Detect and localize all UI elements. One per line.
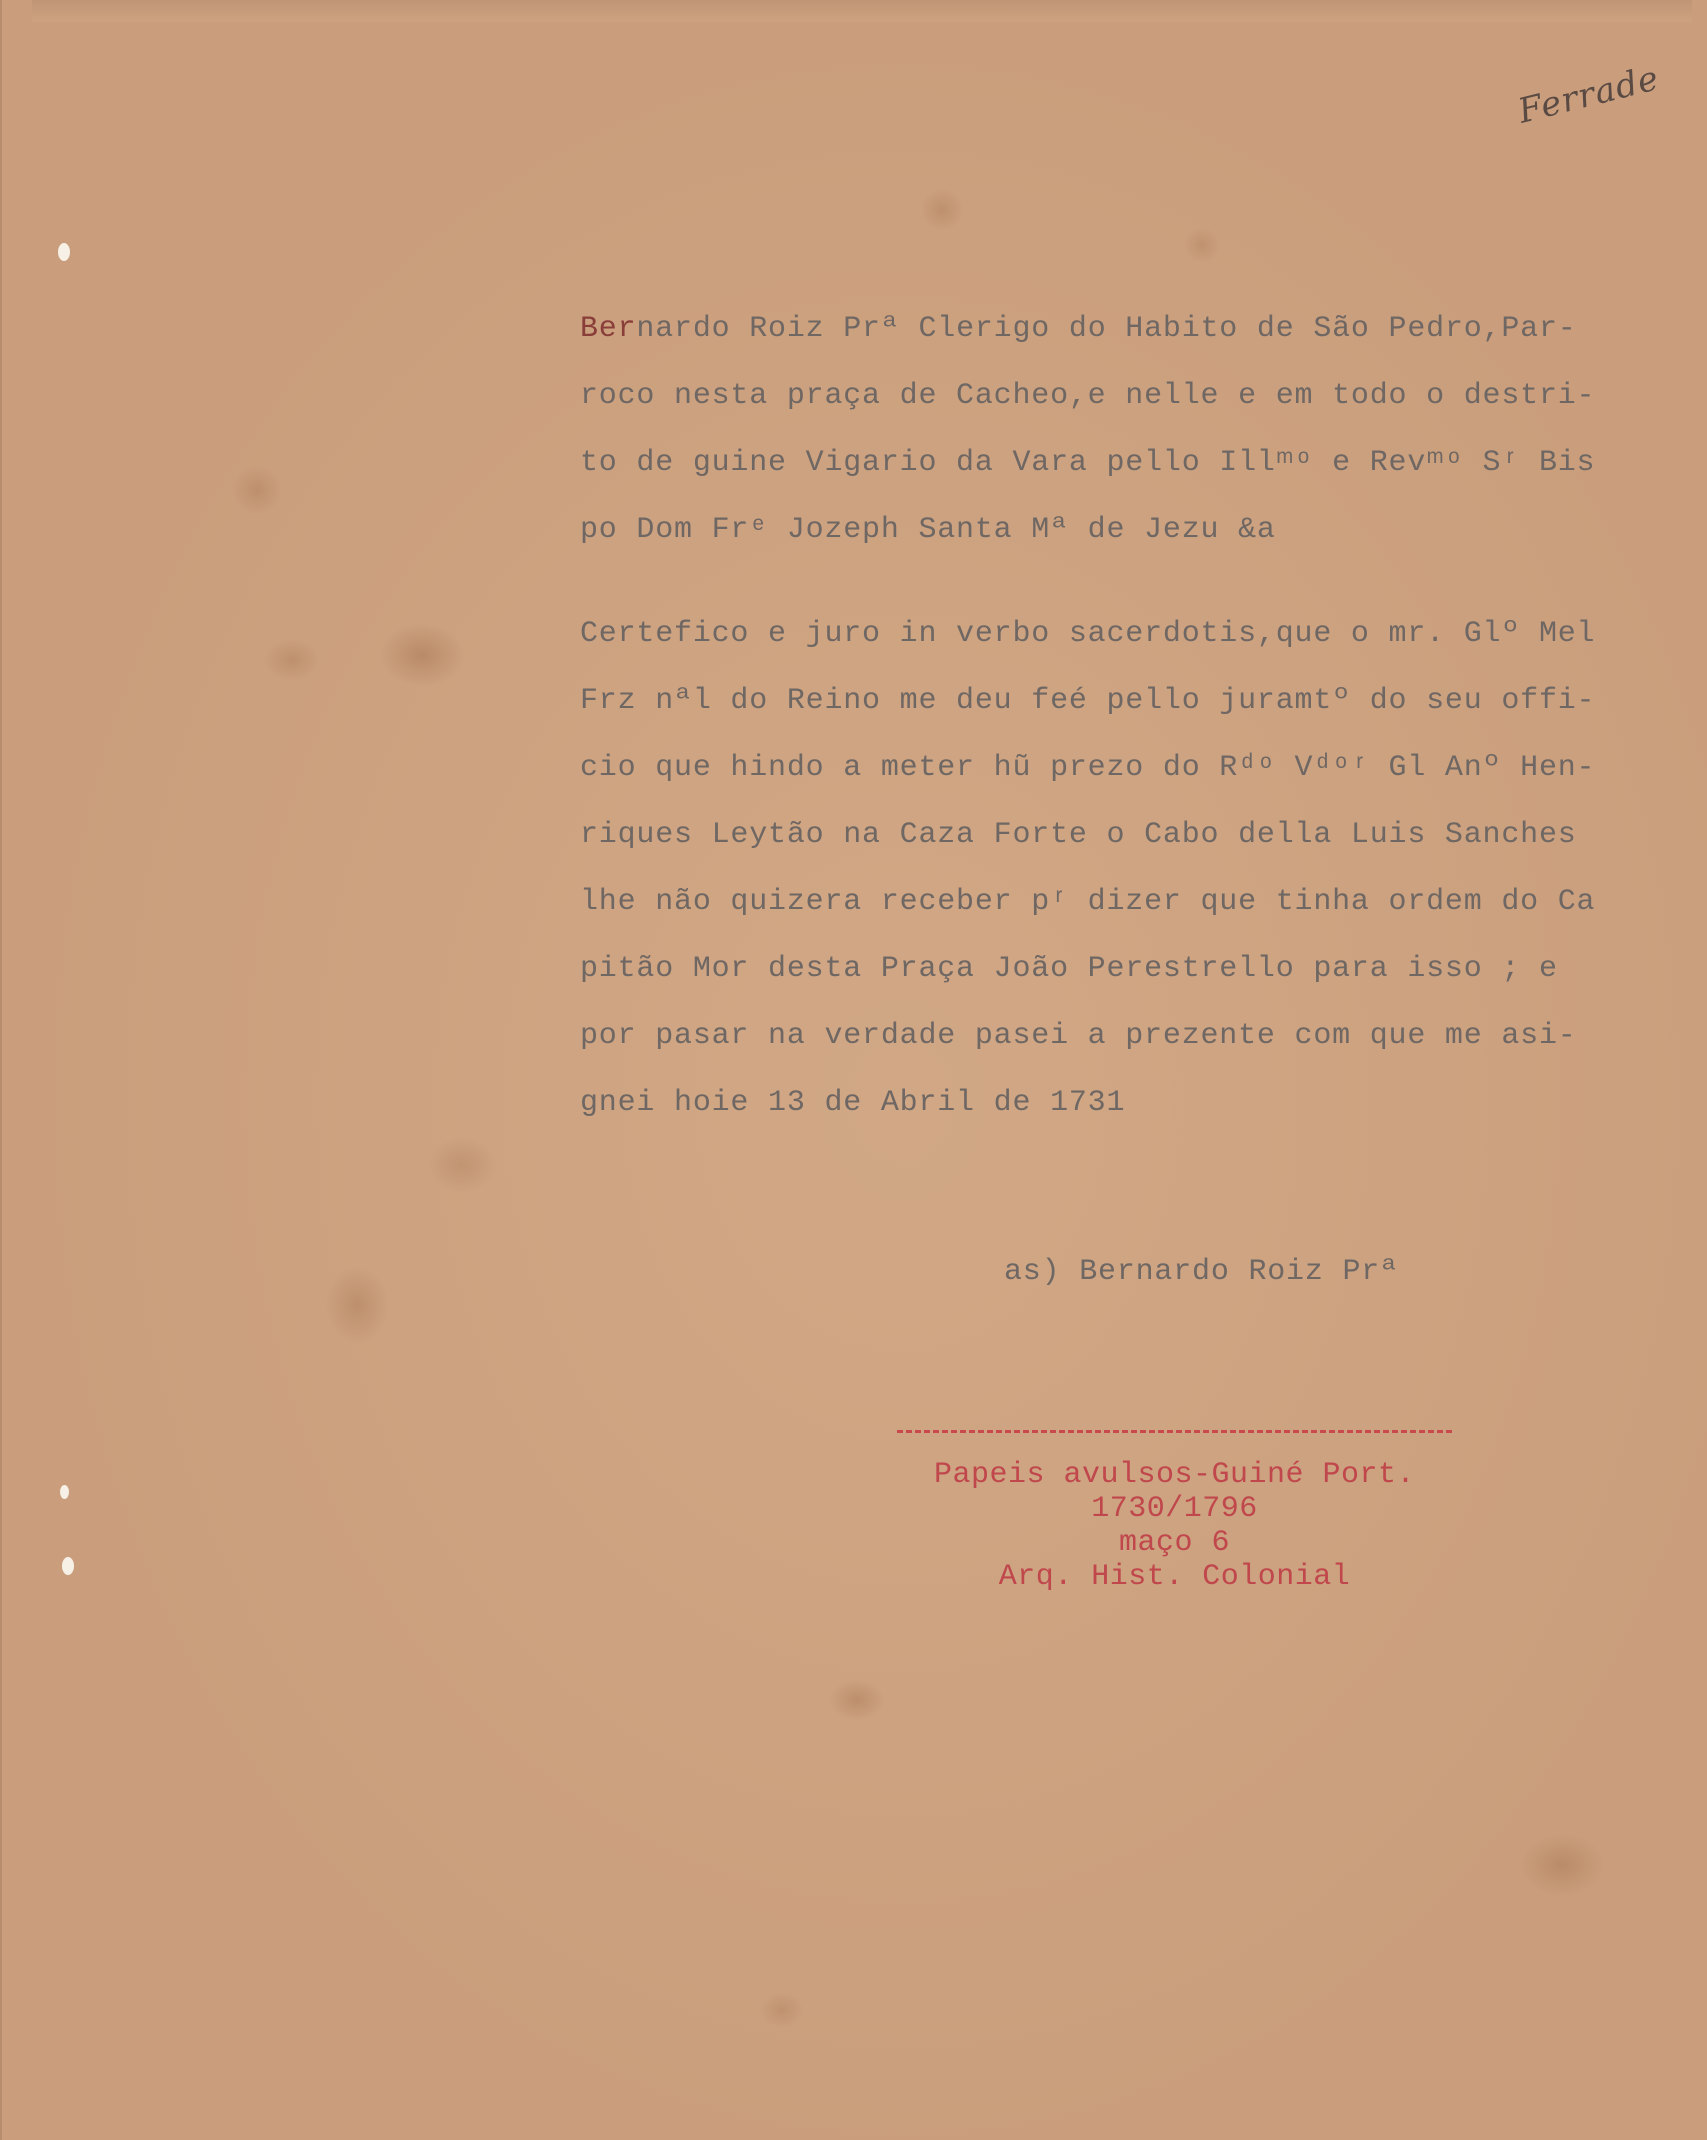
letter-line: pitão Mor desta Praça João Perestrello para isso ; e	[580, 952, 1558, 986]
letter-line-1-text: nardo Roiz Prª Clerigo do Habito de São Pedro,Par-	[636, 312, 1577, 346]
letter-line: to de guine Vigario da Vara pello Illᵐᵒ e Revᵐᵒ Sʳ Bis	[580, 446, 1596, 480]
letter-line: Bernardo Roiz Prª Clerigo do Habito de São Pedro,Par-	[580, 312, 1577, 346]
stamp-bundle: maço 6	[1118, 1526, 1231, 1560]
stamp-divider	[897, 1430, 1452, 1433]
punch-hole	[58, 243, 70, 261]
letter-line: gnei hoie 13 de Abril de 1731	[580, 1086, 1126, 1120]
page-top-edge	[32, 0, 1692, 22]
punch-hole	[62, 1557, 74, 1575]
archive-stamp	[897, 1458, 1452, 1594]
letter-line: Certefico e juro in verbo sacerdotis,que o mr. Glº Mel	[580, 617, 1596, 651]
stamp-collection: Papeis avulsos-Guiné Port.	[933, 1458, 1416, 1492]
letter-line: por pasar na verdade pasei a prezente com que me asi-	[580, 1019, 1577, 1053]
letter-line: cio que hindo a meter hũ prezo do Rᵈᵒ Vᵈᵒʳ Gl Anº Hen-	[580, 751, 1596, 785]
punch-hole	[60, 1485, 69, 1499]
stamp-archive: Arq. Hist. Colonial	[998, 1560, 1351, 1594]
stamp-date-range: 1730/1796	[1091, 1492, 1258, 1526]
letter-line: po Dom Frᵉ Jozeph Santa Mª de Jezu &a	[580, 513, 1276, 547]
signature-line: as) Bernardo Roiz Prª	[1004, 1255, 1399, 1289]
letter-line: lhe não quizera receber pʳ dizer que tinha ordem do Ca	[580, 885, 1596, 919]
letter-line: riques Leytão na Caza Forte o Cabo della Luis Sanches	[580, 818, 1577, 852]
letter-line: Frz nªl do Reino me deu feé pello juramtº do seu offi-	[580, 684, 1596, 718]
letter-line: roco nesta praça de Cacheo,e nelle e em todo o destri-	[580, 379, 1596, 413]
marginal-note: Ferrade	[1514, 58, 1664, 132]
